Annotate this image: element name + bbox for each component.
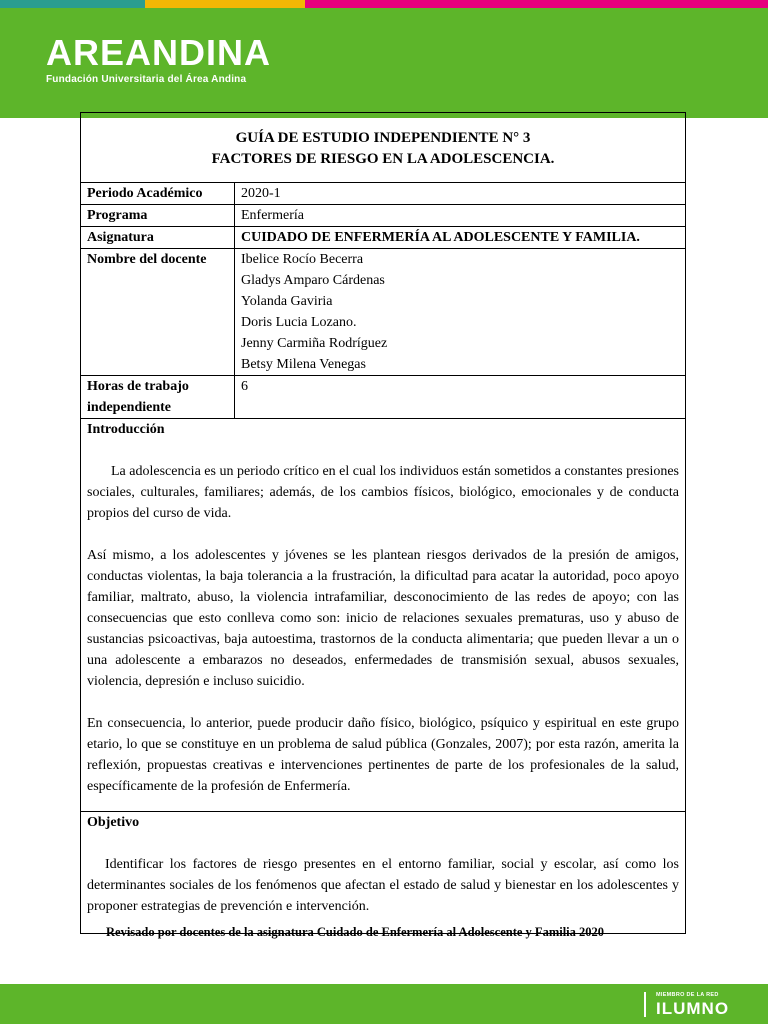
row-asignatura [81,227,685,249]
introduction-paragraph-3: En consecuencia, lo anterior, puede producir daño físico, biológico, psíquico y espiritual en este grupo etario, lo que se constituye en un problema de salud pública (Gonzales, 2007); por esta razón, amerita la reflexión, propuestas creativas e intervenciones pertinentes de parte de los profesionales de la salud, específicamente de la profesión de Enfermería. [87,716,679,794]
objective-paragraph: Identificar los factores de riesgo presentes en el entorno familiar, social y escolar, así como los determinantes sociales de los fenómenos que afectan el estado de salud y bienestar en los adolescentes y proponer estrategias de prevención e intervención. [87,857,679,914]
review-note: Revisado por docentes de la asignatura Cuidado de Enfermería al Adolescente y Familia 2020 [106,925,605,939]
label-horas [81,376,235,419]
introduction-paragraph-2: Así mismo, a los adolescentes y jóvenes se les plantean riesgos derivados de la presión de amigos, conductas violentas, la baja tolerancia a la frustración, la dificultad para acatar la autoridad, poco apoyo familiar, maltrato, abuso, la violencia intrafamiliar, desconocimiento de las redes de apoyo; con las consecuencias que esto conlleva como son: inicio de relaciones sexuales prematuras, uso y abuso de sustancias psicoactivas, baja autoestima, trastornos de la conducta alimentaria; que pueden llevar a un o una adolescente a embarazos no deseados, enfermedades de transmisión sexual, abusos sexuales, violencia, depresión e incluso suicidio. [87,548,679,689]
areandina-logo [46,34,271,85]
logo-wordmark: AREANDINA [46,32,271,73]
introduction-title: Introducción [87,422,165,437]
row-docente [81,249,685,376]
docente-name: Gladys Amparo Cárdenas [241,273,385,288]
stripe-teal [0,0,145,8]
document-title [81,113,685,183]
value-horas: 6 [235,376,686,419]
ilumno-logo [644,992,729,1017]
value-programa: Enfermería [235,205,686,227]
row-periodo [81,183,685,205]
objective-section [81,812,685,933]
docente-name: Doris Lucia Lozano. [241,315,357,330]
ilumno-wordmark: ILUMNO [656,999,730,1018]
docente-name: Yolanda Gaviria [241,294,333,309]
study-guide-document [80,112,686,934]
row-horas [81,376,685,419]
title-line-2: FACTORES DE RIESGO EN LA ADOLESCENCIA. [211,151,555,167]
introduction-section [81,419,685,812]
value-periodo: 2020-1 [235,183,686,205]
label-asignatura: Asignatura [81,227,235,249]
objective-title: Objetivo [87,815,140,830]
value-asignatura: CUIDADO DE ENFERMERÍA AL ADOLESCENTE Y FAMILIA. [235,227,686,249]
label-docente: Nombre del docente [81,249,235,376]
docente-name: Ibelice Rocío Becerra [241,252,364,267]
label-periodo: Periodo Académico [81,183,235,205]
docente-name: Betsy Milena Venegas [241,357,366,372]
logo-tagline: Fundación Universitaria del Área Andina [46,74,247,85]
value-docente [235,249,686,376]
docente-name: Jenny Carmiña Rodríguez [241,336,388,351]
row-programa [81,205,685,227]
info-table [81,183,685,419]
title-line-1: GUÍA DE ESTUDIO INDEPENDIENTE N° 3 [235,130,531,146]
ilumno-member-label: MIEMBRO DE LA RED [656,992,719,998]
label-horas-line1: Horas de trabajo [87,379,189,394]
stripe-yellow [145,0,305,8]
introduction-paragraph-1: La adolescencia es un periodo crítico en el cual los individuos están sometidos a constantes presiones sociales, culturales, familiares; además, de los cambios físicos, biológico, emocionales y de conducta propios del curso de vida. [87,464,680,521]
top-color-stripe [0,0,768,8]
stripe-magenta [305,0,768,8]
label-programa: Programa [81,205,235,227]
label-horas-line2: independiente [87,400,172,415]
